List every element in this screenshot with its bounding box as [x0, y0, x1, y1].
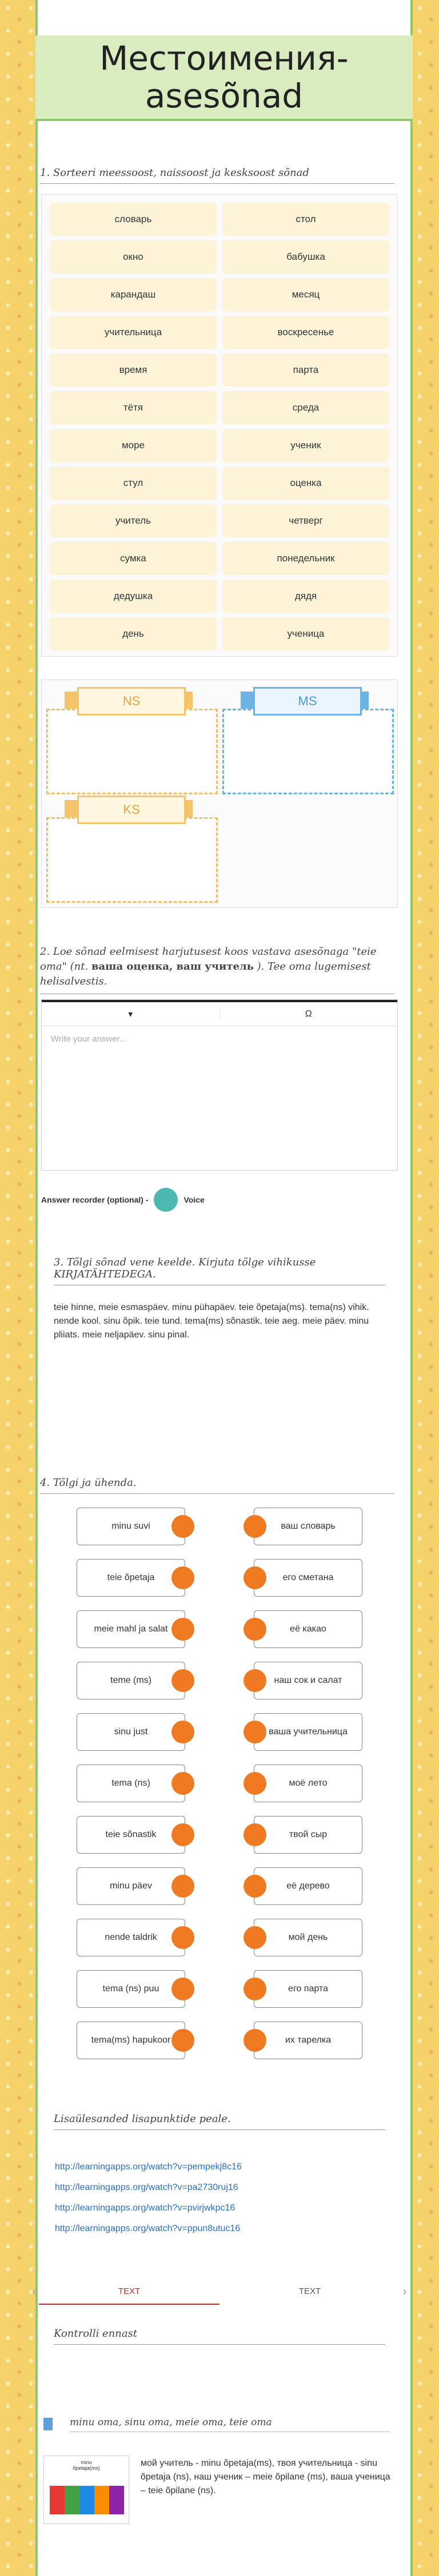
match-connector[interactable] [171, 1566, 194, 1589]
word-chip[interactable]: бабушка [222, 240, 389, 274]
learningapps-link[interactable]: http://learningapps.org/watch?v=pvirjwkpc16 [55, 2203, 236, 2213]
match-connector[interactable] [171, 1926, 194, 1949]
word-chip[interactable]: парта [222, 353, 389, 387]
sort-word-bank [41, 194, 398, 657]
match-left-item[interactable]: teie sõnastik [77, 1816, 185, 1854]
word-chip[interactable]: словарь [50, 203, 217, 236]
word-chip[interactable]: учитель [50, 504, 217, 537]
word-chip[interactable]: учительница [50, 316, 217, 349]
worksheet-thumbnail [43, 2456, 129, 2524]
task2-example: ваша оценка, ваш учитель [91, 961, 254, 972]
tab-text-2[interactable]: TEXT [298, 2286, 321, 2296]
word-chip[interactable]: четверг [222, 504, 389, 537]
bin-ns-label: NS [77, 687, 186, 716]
match-left-item[interactable]: minu suvi [77, 1508, 185, 1545]
word-chip[interactable]: воскресенье [222, 316, 389, 349]
learningapps-link[interactable]: http://learningapps.org/watch?v=pempekj8c16 [55, 2162, 242, 2172]
check-title: Kontrolli ennast [54, 2328, 385, 2345]
tab-bar [30, 2278, 409, 2305]
match-connector[interactable] [171, 2029, 194, 2052]
match-left-item[interactable]: teie õpetaja [77, 1559, 185, 1597]
word-chip[interactable]: стул [50, 467, 217, 500]
word-chip[interactable]: месяц [222, 278, 389, 311]
bin-ks-label: KS [77, 795, 186, 824]
match-left-item[interactable]: sinu just [77, 1713, 185, 1751]
bookmark-icon [43, 2418, 53, 2430]
match-connector[interactable] [244, 1875, 266, 1898]
match-left-item[interactable]: nende taldrik [77, 1919, 185, 1956]
word-chip[interactable]: время [50, 353, 217, 387]
match-connector[interactable] [171, 1772, 194, 1795]
record-button[interactable] [154, 1188, 178, 1212]
answer-editor [41, 999, 398, 1171]
word-chip[interactable]: дедушка [50, 580, 217, 613]
tab-text-1[interactable]: TEXT [39, 2278, 220, 2305]
match-connector[interactable] [244, 1721, 266, 1743]
task2-title [40, 945, 394, 994]
match-connector[interactable] [244, 1515, 266, 1538]
task3-title: 3. Tõlgi sõnad vene keelde. Kirjuta tõlge vihikusse KIRJATÄHTEDEGA. [54, 1256, 385, 1285]
match-connector[interactable] [244, 1823, 266, 1846]
special-characters-icon[interactable]: Ω [220, 1009, 398, 1019]
match-right-item[interactable]: её какао [254, 1610, 362, 1648]
bin-ns-dropzone[interactable] [46, 709, 218, 794]
word-chip[interactable]: оценка [222, 467, 389, 500]
task3-text: teie hinne, meie esmaspäev. minu pühapäev. teie õpetaja(ms). tema(ns) vihik. nende kool. sinu õpik. teie tund. tema(ms) sõnastik. teie aeg. meie päev. minu pliiats. meie neljapäev. sinu pinal. [54, 1303, 369, 1340]
match-left-item[interactable]: teme (ms) [77, 1662, 185, 1699]
word-chip[interactable]: ученица [222, 617, 389, 650]
check-subtitle: minu oma, sinu oma, meie oma, teie oma [70, 2417, 390, 2432]
match-right-item[interactable]: наш сок и салат [254, 1662, 362, 1699]
match-connector[interactable] [171, 1669, 194, 1692]
editor-toolbar [42, 1000, 397, 1026]
learningapps-link[interactable]: http://learningapps.org/watch?v=ppun8utuc16 [55, 2224, 241, 2233]
match-left-item[interactable]: tema (ns) [77, 1765, 185, 1802]
match-right-item[interactable]: её дерево [254, 1867, 362, 1905]
match-connector[interactable] [171, 1618, 194, 1641]
match-left-item[interactable]: tema (ns) puu [77, 1970, 185, 2008]
chevron-left-icon[interactable]: ‹ [32, 2285, 37, 2298]
word-chip[interactable]: карандаш [50, 278, 217, 311]
task2-title-part2: ). Tee oma lugemisest helisalvestis. [40, 961, 371, 987]
word-chip[interactable]: окно [50, 240, 217, 274]
bin-ks-dropzone[interactable] [46, 817, 218, 903]
word-chip[interactable]: море [50, 429, 217, 462]
match-connector[interactable] [244, 1566, 266, 1589]
thumbnail-caption: minu õpetaja(ms) [73, 2460, 100, 2471]
match-left-item[interactable]: minu päev [77, 1867, 185, 1905]
match-right-item[interactable]: ваш словарь [254, 1508, 362, 1545]
match-right-item[interactable]: ваша учительница [254, 1713, 362, 1751]
check-answer-text: мой учитель - minu õpetaja(ms), твоя учительница - sinu õpetaja (ns), наш ученик – meie õpilane (ms), ваша ученица – teie õpilane (ns). [141, 2458, 390, 2495]
answer-recorder [41, 1188, 205, 1212]
word-chip[interactable]: дядя [222, 580, 389, 613]
recorder-label: Answer recorder (optional) - [41, 1195, 149, 1204]
match-connector[interactable] [244, 1772, 266, 1795]
learningapps-link[interactable]: http://learningapps.org/watch?v=pa2730ruj16 [55, 2183, 238, 2192]
match-connector[interactable] [244, 1926, 266, 1949]
bin-ms-dropzone[interactable] [222, 709, 394, 794]
match-right-item[interactable]: его парта [254, 1970, 362, 2008]
match-right-item[interactable]: твой сыр [254, 1816, 362, 1854]
thumbnail-grid [50, 2486, 124, 2514]
match-right-item[interactable]: их тарелка [254, 2022, 362, 2059]
match-connector[interactable] [244, 2029, 266, 2052]
match-connector[interactable] [244, 1669, 266, 1692]
word-chip[interactable]: стол [222, 203, 389, 236]
word-chip[interactable]: тётя [50, 391, 217, 424]
word-chip[interactable]: сумка [50, 542, 217, 575]
match-right-item[interactable]: его сметана [254, 1559, 362, 1597]
bin-ms-label: MS [253, 687, 362, 716]
word-chip[interactable]: понедельник [222, 542, 389, 575]
title-banner [35, 35, 413, 121]
sort-bins [41, 680, 398, 908]
match-right-item[interactable]: мой день [254, 1919, 362, 1956]
answer-input[interactable]: Write your answer... [51, 1034, 127, 1044]
match-connector[interactable] [171, 1721, 194, 1743]
voice-label: Voice [183, 1195, 205, 1204]
match-left-item[interactable]: meie mahl ja salat [77, 1610, 185, 1648]
match-connector[interactable] [171, 1515, 194, 1538]
links-title: Lisaülesanded lisapunktide peale. [54, 2113, 385, 2130]
word-chip[interactable]: среда [222, 391, 389, 424]
match-connector[interactable] [171, 1875, 194, 1898]
task2-title-part1: 2. Loe sõnad eelmisest harjutusest koos vastava asesõnaga "teie oma" (nt. [40, 946, 377, 972]
task4-title: 4. Tõlgi ja ühenda. [40, 1477, 394, 1494]
match-connector[interactable] [244, 1618, 266, 1641]
task1-title: 1. Sorteeri meessoost, naissoost ja kesksoost sõnad [40, 167, 394, 184]
match-connector[interactable] [171, 1823, 194, 1846]
word-chip[interactable]: ученик [222, 429, 389, 462]
page-title-line1: Местоимения- [99, 39, 349, 78]
chevron-right-icon[interactable]: › [402, 2285, 407, 2298]
word-chip[interactable]: день [50, 617, 217, 650]
page-title-line2: asesõnad [145, 77, 304, 115]
match-connector[interactable] [244, 1978, 266, 2000]
match-right-item[interactable]: моё лето [254, 1765, 362, 1802]
dropdown-icon[interactable]: ▾ [128, 1009, 133, 1019]
match-connector[interactable] [171, 1978, 194, 2000]
match-left-item[interactable]: tema(ms) hapukoor [77, 2022, 185, 2059]
